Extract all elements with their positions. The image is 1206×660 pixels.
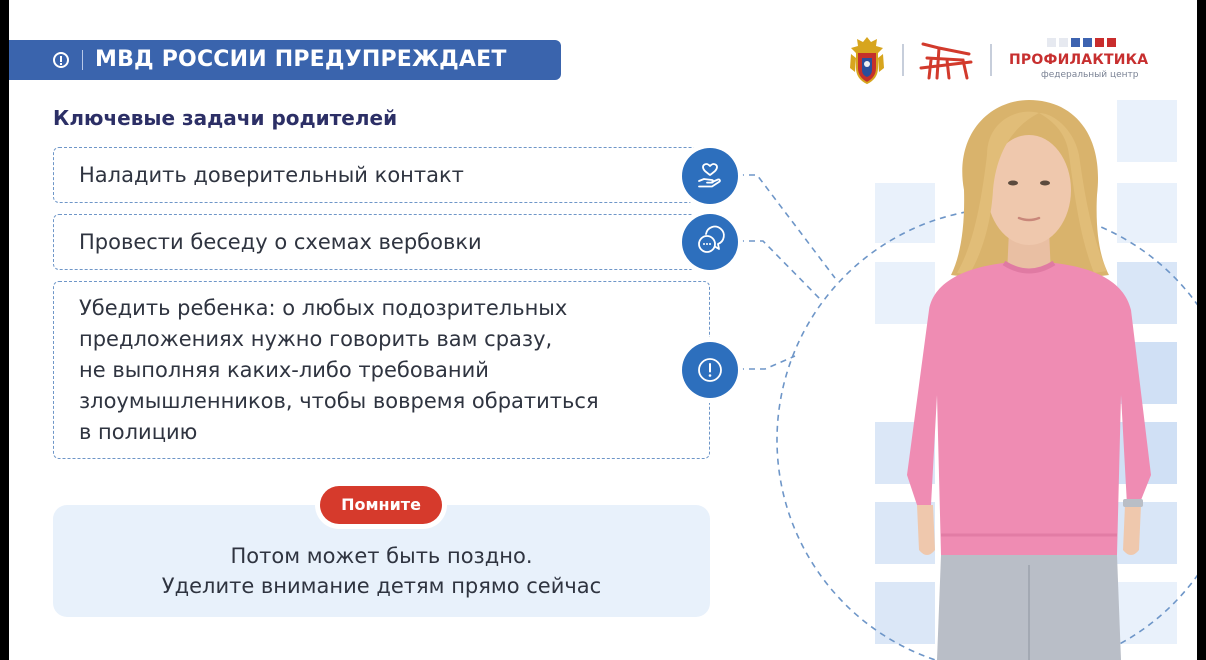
task-line: Провести беседу о схемах вербовки [79,230,482,254]
logo-squares [1047,38,1116,47]
logo-square [1095,38,1104,47]
logo-divider [902,44,904,76]
exclamation-circle-icon [682,342,738,398]
remember-line: Уделите внимание детям прямо сейчас [161,574,602,598]
header-title: МВД РОССИИ ПРЕДУПРЕЖДАЕТ [95,47,507,72]
remember-line: Потом может быть поздно. [230,544,533,568]
banner-divider [82,50,83,70]
task-icon-badge [682,214,738,270]
task-icon-badge [682,148,738,204]
chat-bubbles-icon [682,214,738,270]
section-title: Ключевые задачи родителей [53,106,398,130]
logo-square [1107,38,1116,47]
logo-square [1059,38,1068,47]
hand-heart-icon [682,148,738,204]
logo-square [1047,38,1056,47]
task-card [53,214,710,270]
task-icon-badge [682,342,738,398]
red-chair-logo [917,38,975,82]
logo-subtitle: федеральный центр [1041,70,1139,80]
task-line: предложениях нужно говорить вам сразу, [79,327,553,351]
task-text [79,160,464,191]
task-text [79,293,599,448]
task-line: злоумышленников, чтобы вовремя обратиться [79,389,599,413]
profilaktika-logo [1009,38,1159,82]
logo-square [1083,38,1092,47]
task-text [79,227,482,258]
task-line: Наладить доверительный контакт [79,163,464,187]
woman-in-pink-sweater-photo [869,95,1197,660]
alert-circle-icon [53,52,69,68]
task-line: Убедить ребенка: о любых подозрительных [79,296,568,320]
logo-divider [990,44,992,76]
logo-name: ПРОФИЛАКТИКА [1009,52,1149,68]
task-line: в полицию [79,420,198,444]
slide [9,0,1197,660]
logo-square [1071,38,1080,47]
mvd-emblem-logo [847,34,887,86]
remember-badge: Помните [320,486,442,524]
task-card [53,147,710,203]
header-banner [9,40,561,80]
task-card [53,281,710,459]
task-line: не выполняя каких-либо требований [79,358,489,382]
